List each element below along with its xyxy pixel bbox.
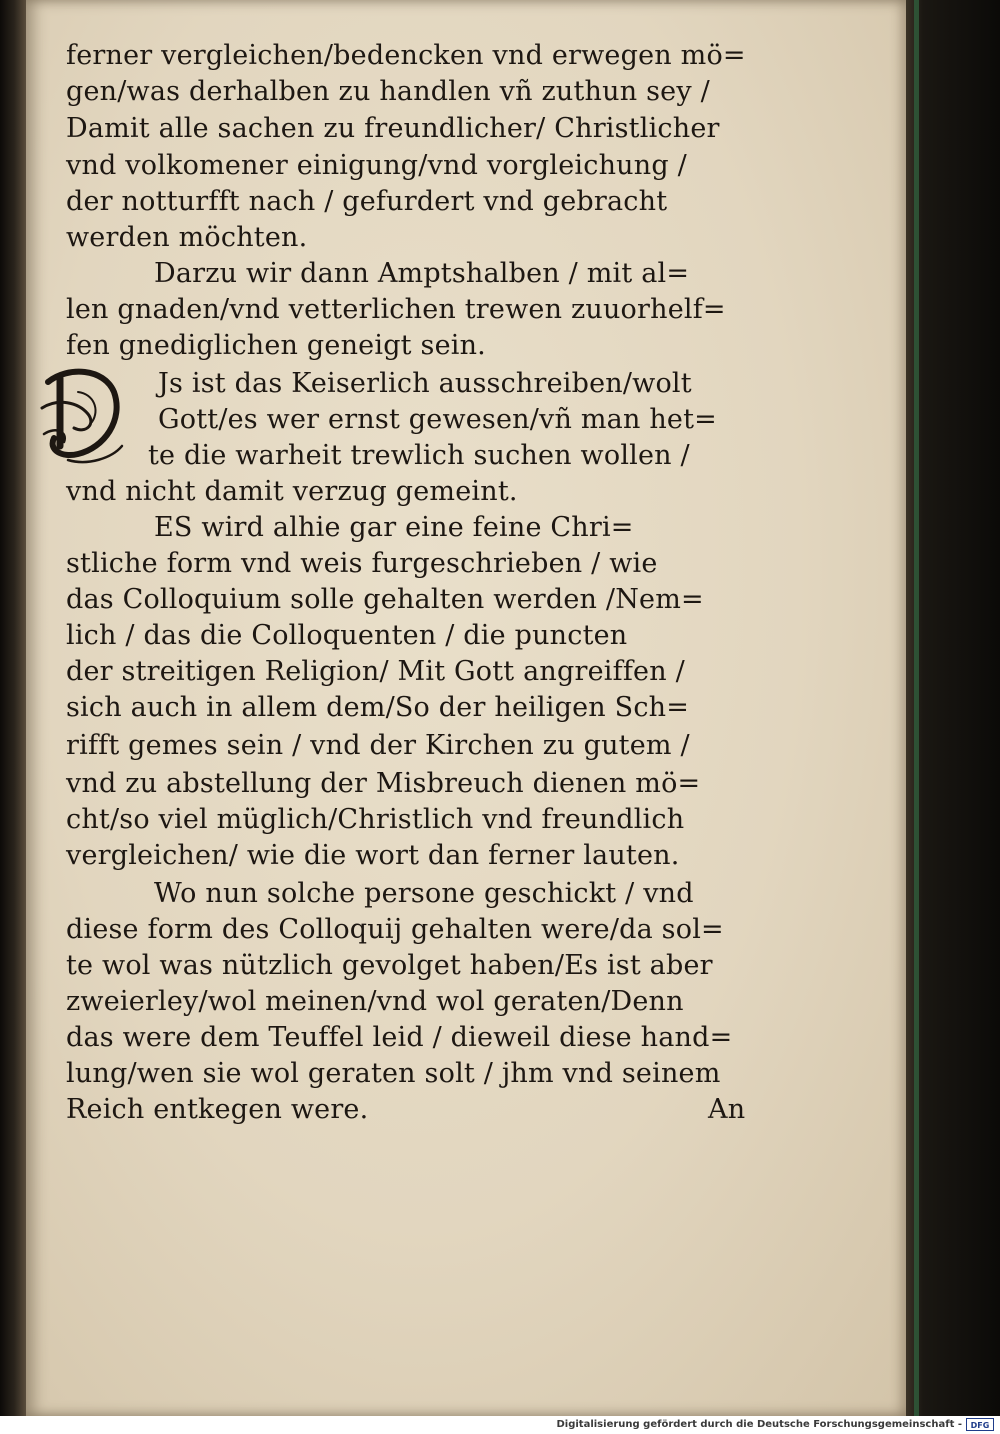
text-line: cht/so viel müglich/Christlich vnd freundlich — [66, 804, 685, 835]
text-line: te wol was nützlich gevolget haben/Es ist aber — [66, 950, 713, 981]
text-line: das were dem Teuffel leid / dieweil diese hand= — [66, 1022, 733, 1053]
text-line: zweierley/wol meinen/vnd wol geraten/Denn — [66, 986, 684, 1017]
text-line: fen gnediglichen geneigt sein. — [66, 330, 486, 361]
text-line: der notturfft nach / gefurdert vnd gebracht — [66, 186, 668, 217]
text-line: diese form des Colloquij gehalten were/da sol= — [66, 914, 724, 945]
text-line: Damit alle sachen zu freundlicher/ Christlicher — [66, 113, 720, 144]
text-line: das Colloquium solle gehalten werden /Nem= — [66, 584, 704, 615]
text-line: vnd zu abstellung der Misbreuch dienen mö= — [66, 768, 701, 799]
text-line: rifft gemes sein / vnd der Kirchen zu gutem / — [66, 730, 690, 761]
text-line: te die warheit trewlich suchen wollen / — [148, 440, 690, 471]
binding-green-line — [914, 0, 919, 1416]
text-line: lich / das die Colloquenten / die puncten — [66, 620, 628, 651]
text-line: lung/wen sie wol geraten solt / jhm vnd seinem — [66, 1058, 721, 1089]
text-line: stliche form vnd weis furgeschrieben / wie — [66, 548, 658, 579]
text-line: len gnaden/vnd vetterlichen trewen zuuorhelf= — [66, 294, 726, 325]
catchword: An — [708, 1094, 746, 1125]
text-line: gen/was derhalben zu handlen vñ zuthun sey / — [66, 76, 710, 107]
text-line: Reich entkegen were. — [66, 1094, 369, 1125]
book-left-edge — [0, 0, 26, 1416]
digitization-footer — [0, 1416, 1000, 1434]
book-page — [26, 0, 906, 1416]
text-line: werden möchten. — [66, 222, 308, 253]
drop-cap-ornament — [38, 362, 126, 466]
book-binding — [906, 0, 1000, 1416]
text-line: Js ist das Keiserlich ausschreiben/wolt — [158, 368, 692, 399]
text-line: vnd volkomener einigung/vnd vorgleichung / — [66, 150, 687, 181]
text-line: Wo nun solche persone geschickt / vnd — [154, 878, 694, 909]
text-line: Darzu wir dann Amptshalben / mit al= — [154, 258, 690, 289]
funding-credit: Digitalisierung gefördert durch die Deutsche Forschungsgemeinschaft - — [556, 1419, 962, 1430]
dfg-logo-icon: DFG — [966, 1418, 994, 1431]
text-line: ES wird alhie gar eine feine Chri= — [154, 512, 634, 543]
text-line: der streitigen Religion/ Mit Gott angreiffen / — [66, 656, 685, 687]
text-line: sich auch in allem dem/So der heiligen Sch= — [66, 692, 690, 723]
text-line: vnd nicht damit verzug gemeint. — [66, 476, 518, 507]
text-line: ferner vergleichen/bedencken vnd erwegen mö= — [66, 40, 746, 71]
text-line: Gott/es wer ernst gewesen/vñ man het= — [158, 404, 717, 435]
text-line: vergleichen/ wie die wort dan ferner lauten. — [66, 840, 680, 871]
